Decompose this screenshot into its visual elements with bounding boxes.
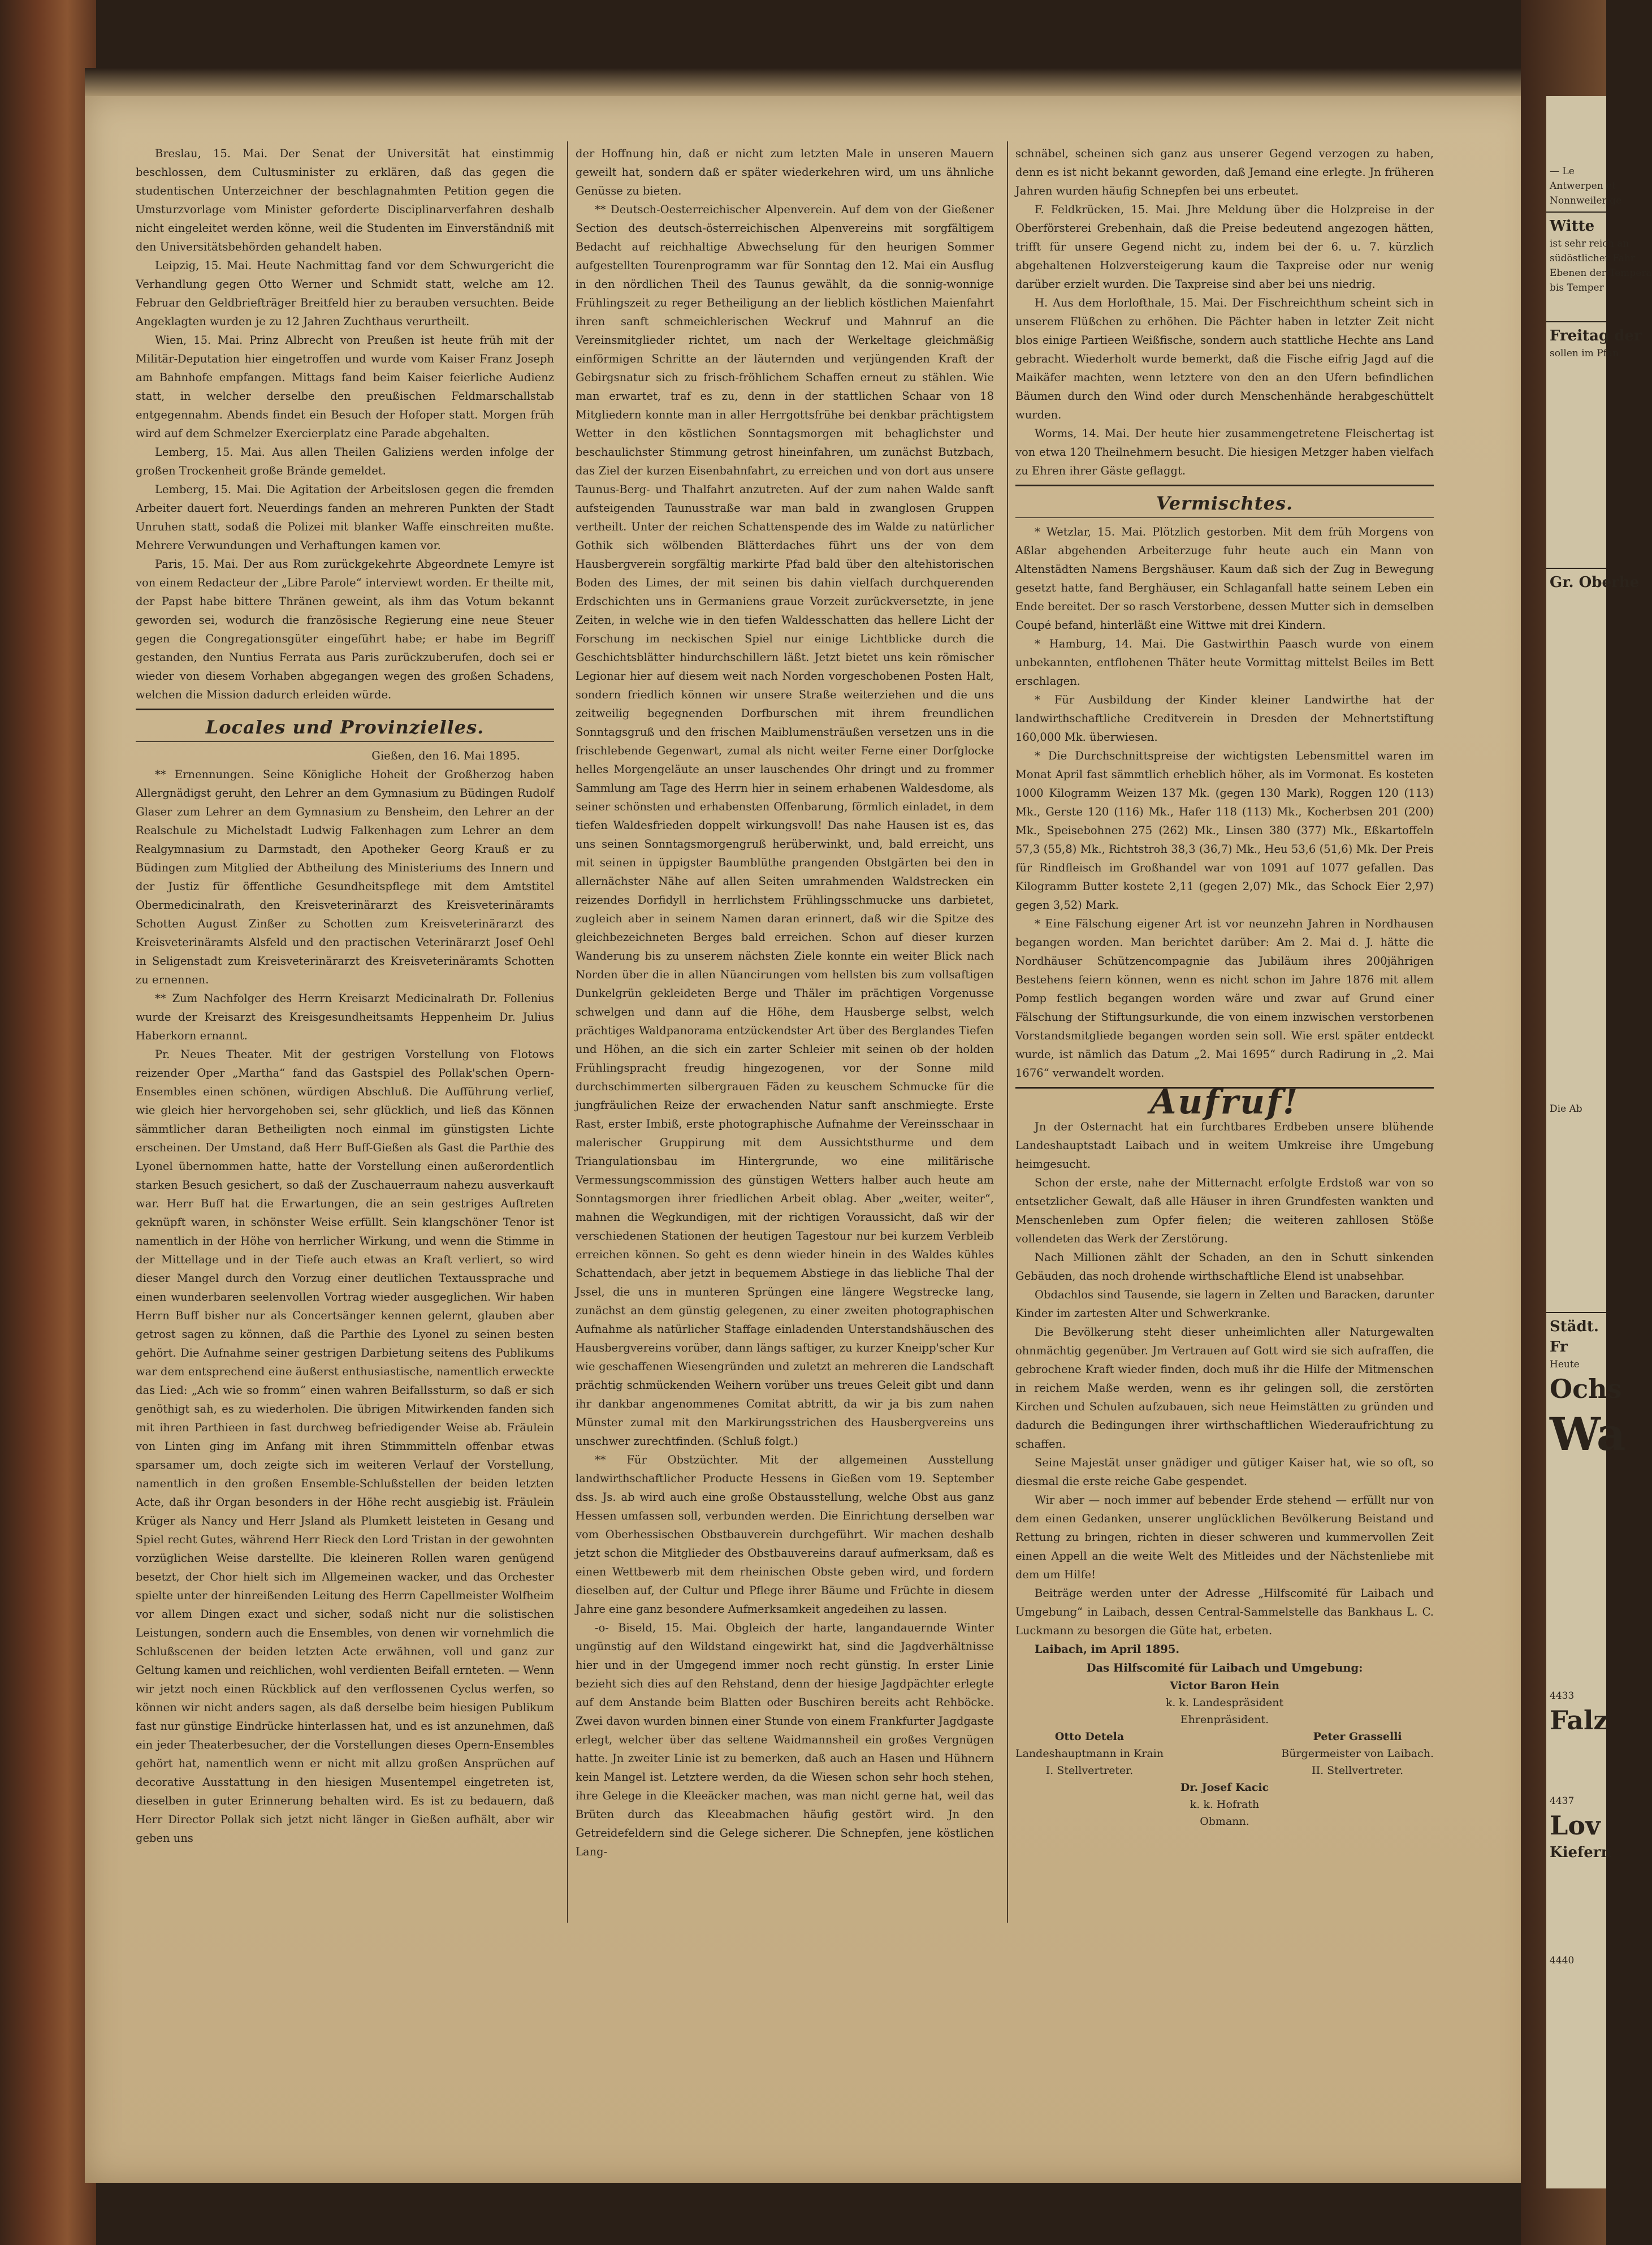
strip-rule [1546,1312,1606,1313]
strip-line: sollen im Pfan [1550,348,1619,359]
column-1 [136,144,554,1847]
strip-line: 4433 [1550,1690,1575,1702]
dateline: Gießen, den 16. Mai 1895. [371,749,520,762]
article-wien: Wien, 15. Mai. Prinz Albrecht von Preußen ist heute früh mit der Militär-Deputation hier eingetroffen und wurde vom Kaiser Franz Joseph am Bahnhofe empfangen. Mittags fand beim Kaiser feierliche Audienz statt, in welcher derselbe den preußischen Feldmarschallstab entgegennahm. Abends findet ein Besuch der Hofoper statt. Morgen früh wird auf dem Schmelzer Exercierplatz eine Parade abgehalten. [136,334,554,440]
article-durchschnittspreise: * Die Durchschnittspreise der wichtigsten Lebensmittel waren im Monat April fast sämmtlich erheblich höher, als im Vormonat. Es kosteten 1000 Kilogramm Weizen 137 Mk. (gegen 130 Mark), Roggen 120 (113) Mk., Gerste 120 (116) Mk., Hafer 118 (113) Mk., Kocherbsen 201 (200) Mk., Speisebohnen 275 (262) Mk., Linsen 380 (377) Mk., Eßkartoffeln 57,3 (55,8) Mk., Richtstroh 38,3 (36,7) Mk., Heu 53,6 (51,6) Mk. Der Preis für Rindfleisch im Großhandel war von 1091 auf 1077 gefallen. Das Kilogramm Butter kostete 2,11 (gegen 2,07) Mk., das Schock Eier 2,97) gegen 3,52) Mark. [1015,749,1434,912]
strip-line: Heute [1550,1359,1580,1370]
appeal-committee: Das Hilfscomité für Laibach und Umgebung: [1086,1661,1363,1674]
article-theater-cont: der Hoffnung hin, daß er nicht zum letzten Male in unseren Mauern geweilt hat, sondern daß er später wiederkehren wird, um uns ähnliche Genüsse zu bieten. [576,147,994,197]
appeal-title: Aufruf! [1149,1082,1300,1122]
adjacent-page-strip [1546,96,1652,2188]
strip-ad-title: Lov [1550,1810,1601,1841]
column-2 [576,144,994,1861]
appeal-paragraph: Obdachlos sind Tausende, sie lagern in Zelten und Baracken, darunter Kinder im zartesten Alter und Schwerkranke. [1015,1288,1434,1320]
section-divider [1015,485,1434,486]
article-hamburg: * Hamburg, 14. Mai. Die Gastwirthin Paasch wurde von einem unbekannten, entflohenen Thäter heute Vormittag mittelst Beiles im Bett erschlagen. [1015,637,1434,688]
strip-rule [1546,211,1606,213]
strip-line: Antwerpen et [1550,180,1616,192]
signature-role: I. Stellvertreter. [1045,1764,1134,1777]
strip-heading: Gr. Oberhe [1550,574,1640,591]
article-nachfolger: ** Zum Nachfolger des Herrn Kreisarzt Medicinalrath Dr. Follenius wurde der Kreisarzt des Kreisgesundheitsamts Heppenheim Dr. Julius Haberkorn ernannt. [136,992,554,1042]
article-lemberg-1: Lemberg, 15. Mai. Aus allen Theilen Galiziens werden infolge der großen Trockenheit große Brände gemeldet. [136,446,554,477]
signature-role: II. Stellvertreter. [1312,1764,1404,1777]
strip-heading: Kiefern [1550,1844,1612,1861]
signature-role: Ehrenpräsident. [1180,1713,1269,1726]
section-divider [1015,517,1434,518]
article-alpenverein: ** Deutsch-Oesterreichischer Alpenverein. Auf dem von der Gießener Section des deutsch-österreichischen Alpenvereins mit sorgfältigem Bedacht auf reichhaltige Abwechselung für den heurigen Sommer aufgestellten Tourenprogramm war für Sonntag den 12. Mai ein Ausflug in den nördlichen Theil des Taunus gewählt, da die sonnig-wonnige Frühlingszeit zu reger Betheiligung an der lieblich köstlichen Maienfahrt ihren sanft schmeichlerischen Weckruf und Mahnruf an die Vereinsmitglieder richtet, um nach der Werkeltage gleichmäßig einförmigen Schritte an der läuternden und verjüngenden Kraft der Gebirgsnatur sich zu frisch-fröhlichem Schaffen erneut zu stählen. Wie man erwartet, traf es zu, denn in der stattlichen Schaar von 18 Mitgliedern konnte man in aller Herrgottsfrühe bei denkbar prächtigstem Wetter in den köstlichen Sonntagsmorgen mit behaglichster und beschaulichster Stimmung getrost hineinfahren, um zunächst Butzbach, das Ziel der kurzen Eisenbahnfahrt, zu erreichen und von dort aus unsere Taunus-Berg- und Thalfahrt anzutreten. Auf der zum nahen Walde sanft aufsteigenden Taunusstraße war man bald in zwanglosen Gruppen vertheilt. Unter der reichen Schattenspende des im Walde zu natürlicher Gothik sich wölbenden Blätterdaches führt uns der von dem Hausbergverein sorgfältig markirte Pfad bald über den altehistorischen Boden des Limes, der mit seinen bis dahin vielfach durchquerenden Erdschichten uns in Germaniens graue Vorzeit zurückversetzte, in jene Zeiten, in welche wie in den tiefen Waldesschatten das hellere Licht der Forschung im neckischen Spiel nur einige Lichtblicke durch die Geschichtsblätter hindurchschillern läßt. Jetzt bietet uns kein römischer Legionar hier auf diesem weit nach Norden vorgeschobenen Posten Halt, sondern friedlich können wir unsere Straße weiterziehen und die uns zeitweilig begegnenden Dorfburschen mit ihrem freundlichen Sonntagsgruß und den frischen Maiblumensträußen versetzen uns in die frischlebende Gegenwart, zumal als nicht weiter Ferne einer Dorfglocke helles Morgengeläute an unser lauschendes Ohr dringt und zu frommer Sammlung am Tage des Herrn hier in seinem erhabenen Waldesdome, als seiner schönsten und erhabensten Offenbarung, förmlich einladet, in dem tiefen Waldesfrieden doppelt wirkungsvoll! Das nahe Hausen ist es, das uns seinen Sonntagsmorgengruß herüberwinkt, und, bald erreicht, uns mit seinen in üppigster Baumblüthe prangenden Obstgärten bei den in allernächster Nähe auf allen Seiten umrahmenden Waldstrecken ein reizendes Dorfidyll in herrlichstem Frühlingsschmucke uns darbietet, zugleich aber in seinem Namen daran erinnert, daß wir die Spitze des gleichbezeichneten Berges bald erreichen. Schon auf dieser kurzen Wanderung bis zu unserem nächsten Ziele konnte ein weiter Blick nach Norden über die in allen Nüancirungen vom hellsten bis zum vollsaftigen Dunkelgrün gekleideten Berge und Thäler im prächtigen Vorgenusse schwelgen und dann auf die Höhe, dem Hausberge selbst, welch prächtiges Waldpanorama entzückendster Art über des Berglandes Tiefen und Höhen, an die sich ein zarter Schleier mit seinen ob der holden Frühlingspracht freudig hingezogenen, vor der Sonne mild durchschimmerten silbergrauen Fäden zu keuschem Schmucke für die jungfräulichen Reize der erwachenden Natur sanft anschmiegte. Erste Rast, erster Imbiß, erste photographische Aufnahme der Vereinsschaar in malerischer Gruppirung mit dem Aussichtsthurme und dem Triangulationsbau im Hintergrunde, wo eine militärische Vermessungscommission des günstigen Wetters halber auch heute am Sonntagsmorgen ihrer friedlichen Arbeit oblag. Aber „weiter, weiter“, mahnen die Wegkundigen, mit der richtigen Voraussicht, daß wir der verschiedenen Stationen der heutigen Tagestour nur bei kurzem Verbleib erreichen können. So geht es denn wieder hinein in des Waldes kühles Schattendach, aber jetzt in bequemem Abstiege in das liebliche Thal der Jssel, die uns in munteren Sprüngen eine längere Wegstrecke lang, zunächst an dem günstig gelegenen, zu einer zweiten photographischen Aufnahme als natürlicher Staffage einladenden Unterstandshäuschen des Hausbergvereins vorüber, dann längs saftiger, zu kurzer Kneipp'scher Kur wie geschaffenen Wiesengründen und zuletzt an mehreren die Landschaft prächtig schmückenden Weihern vorüber uns treues Geleit gibt und dann ihr dankbar angenommenes Comitat abtritt, da wir ja bis zum nahen Münster zumal mit den Markirungsstrichen des Hausbergvereins uns unschwer zurechtfinden. (Schluß folgt.) [576,203,994,1448]
strip-heading: Witte [1550,218,1595,235]
section-divider [136,741,554,742]
article-paris: Paris, 15. Mai. Der aus Rom zurückgekehrte Abgeordnete Lemyre ist von einem Redacteur der „Libre Parole“ interviewt worden. Er theilte mit, der Papst habe bittere Thränen geweint, als ihm das Votum bekannt geworden sei, wodurch die französische Regierung eine neue Steuer gegen die Congregationsgüter eingeführt habe; er habe im Begriff gestanden, den Nuntius Ferrata aus Paris zurückzuberufen, doch sei er wieder von diesem Vorhaben abgegangen wegen des großen Schadens, welchen die Mission dadurch erleiden würde. [136,558,554,701]
strip-ad-title: Wa [1550,1408,1626,1461]
signature-kacic [1015,1779,1434,1830]
article-biseld-cont: schnäbel, scheinen sich ganz aus unserer Gegend verzogen zu haben, denn es ist nicht bekannt geworden, daß Jemand eine erlegte. Jn früheren Jahren wurden häufig Schnepfen bei uns erbeutet. [1015,147,1434,197]
signature-title: k. k. Hofrath [1190,1798,1260,1811]
strip-heading: Fr [1550,1339,1568,1355]
appeal-paragraph: Wir aber — noch immer auf bebender Erde stehend — erfüllt nur von dem einen Gedanken, unserer unglücklichen Bevölkerung Beistand und Rettung zu bringen, richten in dieser schweren und kummervollen Zeit einen Appell an die weite Welt des Mitleides und der Nächstenliebe mit dem um Hilfe! [1015,1493,1434,1581]
strip-line: Nonnweiler ge [1550,195,1622,206]
signature-title: k. k. Landespräsident [1165,1696,1284,1709]
article-worms: Worms, 14. Mai. Der heute hier zusammengetretene Fleischertag ist von etwa 120 Theilnehmern besucht. Die hiesigen Metzger haben vielfach zu Ehren ihrer Gäste geflaggt. [1015,427,1434,477]
appeal-date: Laibach, im April 1895. [1035,1643,1180,1656]
article-leipzig: Leipzig, 15. Mai. Heute Nachmittag fand vor dem Schwurgericht die Verhandlung gegen Otto Werner und Schmidt statt, welche am 12. Februar den Geldbriefträger Breitfeld hier zu berauben versuchten. Beide Angeklagten wurden je zu 12 Jahren Zuchthaus verurtheilt. [136,259,554,328]
article-ernennungen: ** Ernennungen. Seine Königliche Hoheit der Großherzog haben Allergnädigst geruht, den Lehrer an dem Gymnasium zu Büdingen Rudolf Glaser zum Lehrer an dem Gymnasium zu Bensheim, den Lehrer an der Realschule zu Michelstadt Ludwig Falkenhagen zum Lehrer an dem Realgymnasium zu Darmstadt, den Apotheker Georg Krauß er zu Büdingen zum Mitglied der Abtheilung des Ministeriums des Innern und der Justiz für öffentliche Gesundheitspflege mit dem Amtstitel Obermedicinalrath, den Kreisveterinärarzt des Kreisveterinäramts Schotten August Zinßer zu Schotten zum Kreisveterinärarzt des Kreisveterinäramts Alsfeld und den practischen Veterinärarzt Josef Oehl in Seligenstadt zum Kreisveterinärarzt des Kreisveterinäramts Schotten zu ernennen. [136,768,554,986]
article-feldkruecken: F. Feldkrücken, 15. Mai. Jhre Meldung über die Holzpreise in der Oberförsterei Grebenhain, daß die Preise bedeutend angezogen hätten, trifft für unsere Gegend nicht zu, indem bei der 6. u. 7. kürzlich abgehaltenen Holzversteigerung kaum die Taxpreise oder nur wenig darüber erzielt wurden. Die Taxpreise sind aber bei uns niedrig. [1015,203,1434,291]
article-wetzlar: * Wetzlar, 15. Mai. Plötzlich gestorben. Mit dem früh Morgens von Aßlar abgehenden Arbeiterzuge fuhr heute auch ein Mann von Altenstädten Namens Bergshäuser. Kaum daß sich der Zug in Bewegung gesetzt hatte, fand Berghäuser, ein Schlaganfall hatte seinem Leben ein Ende bereitet. Der so rasch Verstorbene, dessen Mutter sich in demselben Coupé befand, hinterläßt eine Wittwe mit drei Kindern. [1015,525,1434,632]
section-heading-locales: Locales und Provinzielles. [205,716,485,738]
article-faelschung: * Eine Fälschung eigener Art ist vor neunzehn Jahren in Nordhausen begangen worden. Man berichtet darüber: Am 2. Mai d. J. hätte die Nordhäuser Schützencompagnie das Jubiläum ihres 200jährigen Bestehens feiern können, wenn es nicht schon im Jahre 1876 mit allem Pomp festlich begangen worden wäre und zwar auf Grund einer Fälschung der Stiftungsurkunde, die von einem inzwischen verstorbenen Vorstandsmitgliede begangen worden sein soll. Wie erst später entdeckt wurde, ist nämlich das Datum „2. Mai 1695“ durch Radirung in „2. Mai 1676“ verwandelt worden. [1015,917,1434,1080]
appeal-paragraph: Seine Majestät unser gnädiger und gütiger Kaiser hat, wie so oft, so diesmal die erste reiche Gabe gespendet. [1015,1456,1434,1488]
signature-hein [1015,1677,1434,1728]
strip-line: bis Temper [1550,282,1604,293]
signature-detela [1015,1728,1164,1779]
strip-rule [1546,321,1606,322]
page-top-edge [85,68,1538,99]
strip-ad-title: Ochs [1550,1374,1622,1404]
appeal-paragraph: Die Bevölkerung steht dieser unheimlichten aller Naturgewalten ohnmächtig gegenüber. Jm Vertrauen auf Gott wird sie sich aufraffen, die gebrochene Kraft wieder finden, doch muß ihr die Hilfe der Mitmenschen in reichem Maße werden, wenn es ihr gelingen soll, die zerstörten Kirchen und Schulen aufzubauen, sich neue Heimstätten zu gründen und dadurch die Bedingungen ihrer wirthschaftlichen Wiederaufrichtung zu schaffen. [1015,1326,1434,1450]
section-heading-vermischtes: Vermischtes. [1156,493,1294,514]
signature-name: Victor Baron Hein [1170,1680,1279,1692]
signature-name: Dr. Josef Kacic [1180,1781,1269,1794]
strip-line: Ebenen der Tempera [1550,267,1652,279]
appeal-paragraph: Jn der Osternacht hat ein furchtbares Erdbeben unsere blühende Landeshauptstadt Laibach und in weitem Umkreise ihre Umgebung heimgesucht. [1015,1120,1434,1171]
signature-name: Peter Grasselli [1313,1730,1402,1743]
signature-name: Otto Detela [1054,1730,1125,1743]
strip-rule [1546,568,1606,569]
article-breslau: Breslau, 15. Mai. Der Senat der Universität hat einstimmig beschlossen, dem Cultusminister zu erklären, daß das gegen die studentischen Unterzeichner der beschlagnahmten Petition gegen die Umsturzvorlage vom Minister geforderte Disciplinarverfahren deshalb nicht eingeleitet werden könne, weil die Studenten im Einverständniß mit den Universitätsbehörden gehandelt haben. [136,147,554,253]
strip-heading: Städt. [1550,1318,1599,1335]
article-lemberg-2: Lemberg, 15. Mai. Die Agitation der Arbeitslosen gegen die fremden Arbeiter dauert fort. Neuerdings fanden an mehreren Punkten der Stadt Unruhen statt, sodaß die Polizei mit blanker Waffe einschreiten mußte. Mehrere Verwundungen und Verhaftungen kamen vor. [136,483,554,552]
book-spine-left [0,0,96,2245]
signature-title: Landeshauptmann in Krain [1015,1747,1164,1760]
article-obstzuechter: ** Für Obstzüchter. Mit der allgemeinen Ausstellung landwirthschaftlicher Producte Hessens in Gießen vom 19. September dss. Js. ab wird auch eine große Obstausstellung, welche Obst aus ganz Hessen umfassen soll, verbunden werden. Die Einrichtung derselben war vom Oberhessischen Obstbauverein durchgeführt. Wir machen deshalb jetzt schon die Mitglieder des Obstbauvereins darauf aufmerksam, daß es einen Wettbewerb mit dem rheinischen Obste geben wird, und fordern dieselben auf, der Cultur und Pflege ihrer Bäume und Früchte in diesem Jahre eine ganz besondere Aufmerksamkeit angedeihen zu lassen. [576,1453,994,1616]
appeal-paragraph: Beiträge werden unter der Adresse „Hilfscomité für Laibach und Umgebung“ in Laibach, dessen Central-Sammelstelle das Bankhaus L. C. Luckmann zu besorgen die Güte hat, erbeten. [1015,1587,1434,1637]
signature-role: Obmann. [1200,1815,1249,1828]
article-biseld: -o- Biseld, 15. Mai. Obgleich der harte, langandauernde Winter ungünstig auf den Wildstand eingewirkt hat, sind die Jagdverhältnisse hier und in der Umgegend immer noch recht günstig. In erster Linie bezieht sich dies auf den Rehstand, denn der hiesige Jagdpächter erlegte auf dem Anstande beim Blatten oder Buschiren bereits acht Rehböcke. Zwei davon wurden binnen einer Stunde von einem Frankfurter Jagdgaste erlegt, welcher über das seltene Waidmannsheil ein großes Vergnügen hatte. Jn zweiter Linie ist zu bemerken, daß auch an Hasen und Hühnern kein Mangel ist. Letztere werden, da die Wiesen schon sehr hoch stehen, ihre Gelege in die Kleeäcker machen, was man nicht gerne hat, weil das Brüten durch das Kleeabmachen häufig gestört wird. Jn den Getreidefeldern sind die Gelege sicherer. Die Schnepfen, jene köstlichen Lang- [576,1621,994,1858]
article-neues-theater: Pr. Neues Theater. Mit der gestrigen Vorstellung von Flotows reizender Oper „Martha“ fand das Gastspiel des Pollak'schen Opern-Ensembles einen schönen, würdigen Abschluß. Die Aufführung verlief, wie gleich hier hervorgehoben sei, sehr glücklich, und ließ das Können sämmtlicher daran Betheiligten noch einmal im günstigsten Lichte erscheinen. Der Umstand, daß Herr Buff-Gießen als Gast die Parthie des Lyonel übernommen hatte, hatte der Vorstellung einen außerordentlich starken Besuch gesichert, so daß der Zuschauerraum nahezu ausverkauft war. Herr Buff hat die Erwartungen, die an sein gestriges Auftreten geknüpft waren, in schönster Weise erfüllt. Sein klangschöner Tenor ist namentlich in der Höhe von herrlicher Wirkung, und wenn die Stimme in der Mittellage und in der Tiefe auch etwas an Kraft verliert, so wird dieser Mangel durch den Vorzug einer deutlichen Textaussprache und einen wunderbaren seelenvollen Vortrag wieder ausgeglichen. Wir haben Herrn Buff bisher nur als Concertsänger kennen gelernt, glauben aber getrost sagen zu können, daß die Parthie des Lyonel zu seinen besten gehört. Die Aufnahme seiner gestrigen Darbietung seitens des Publikums war dem entsprechend eine äußerst enthusiastische, namentlich erweckte das Lied: „Ach wie so fromm“ einen wahren Beifallssturm, so daß er sich genöthigt sah, es zu wiederholen. Die übrigen Mitwirkenden fanden sich mit ihren Parthieen in fast durchweg befriedigender Weise ab. Fräulein von Linten ging im Anfang mit ihren Stimmmitteln offenbar etwas sparsamer um, doch zeigte sich im weiteren Verlauf der Vorstellung, namentlich in den großen Ensemble-Schlußstellen der beiden letzten Acte, daß ihr Organ besonders in der Höhe recht ausgiebig ist. Fräulein Krüger als Nancy und Herr Jsland als Plumkett leisteten in Gesang und Spiel recht Gutes, während Herr Rieck den Lord Tristan in der gewohnten vorzüglichen Weise darstellte. Die kleineren Rollen waren genügend besetzt, der Chor hielt sich im Allgemeinen wacker, und das Orchester spielte unter der hinreißenden Leitung des Herrn Capellmeister Wolfheim vor allem Dingen exact und sicher, sodaß nicht nur die solistischen Leistungen, sondern auch die Ensembles, von denen wir vornehmlich die Schlußscenen der beiden letzten Acte erwähnen, voll und ganz zur Geltung kamen und reichlichen, wohl verdienten Beifall ernteten. — Wenn wir jetzt noch einen Rückblick auf den verflossenen Cyclus werfen, so können wir nicht anders sagen, als daß derselbe beim hiesigen Publikum fast nur günstige Eindrücke hinterlassen hat, und es ist anzunehmen, daß ein jeder Theaterbesucher, der die Vorstellungen dieses Opern-Ensembles gehört hat, namentlich wenn er nicht mit allzu großen Ansprüchen auf decorative Ausstattung in den hiesigen Musentempel eingetreten ist, dieselben in guter Erinnerung behalten wird. Es ist zu bedauern, daß Herr Director Pollak sich jetzt nicht länger in Gießen aufhält, aber wir geben uns [136,1048,554,1845]
column-3 [1015,144,1434,1830]
strip-line: — Le [1550,166,1575,177]
strip-line: Die Ab [1550,1103,1582,1115]
strip-heading: Freitag der [1550,327,1642,344]
article-horlofthale: H. Aus dem Horlofthale, 15. Mai. Der Fischreichthum scheint sich in unserem Flüßchen zu erhöhen. Die Pächter haben in letzter Zeit nicht blos einige Partieen Weißfische, sondern auch stattliche Hechte ans Land gebracht. Wiederholt wurde bemerkt, daß die Fische eifrig Jagd auf die Maikäfer machten, wenn letztere von den an den Ufern befindlichen Bäumen durch den Wind oder durch Menschenhände herabgeschüttelt wurden. [1015,296,1434,421]
appeal-paragraph: Nach Millionen zählt der Schaden, an den in Schutt sinkenden Gebäuden, das noch drohende wirthschaftliche Elend ist unabsehbar. [1015,1251,1434,1283]
signature-title: Bürgermeister von Laibach. [1281,1747,1434,1760]
strip-ad-title: Falz [1550,1705,1608,1735]
signature-grasselli [1281,1728,1434,1779]
strip-line: südöstlicher Fahr [1550,253,1636,264]
column-rule [1007,141,1008,1923]
article-ausbildung: * Für Ausbildung der Kinder kleiner Landwirthe hat der landwirthschaftliche Creditverein in Dresden der Mehnertstiftung 160,000 Mk. überwiesen. [1015,693,1434,744]
appeal-paragraph: Schon der erste, nahe der Mitternacht erfolgte Erdstoß war von so entsetzlicher Gewalt, daß alle Häuser in ihren Grundfesten wankten und Menschenleben zum Opfer fielen; die weiteren zahllosen Stöße vollendeten das Werk der Zerstörung. [1015,1176,1434,1245]
strip-line: 4437 [1550,1795,1575,1807]
signatures-row [1015,1728,1434,1779]
strip-line: 4440 [1550,1955,1575,1966]
section-divider [136,709,554,710]
strip-line: ist sehr reich an [1550,238,1629,249]
column-rule [567,141,568,1923]
